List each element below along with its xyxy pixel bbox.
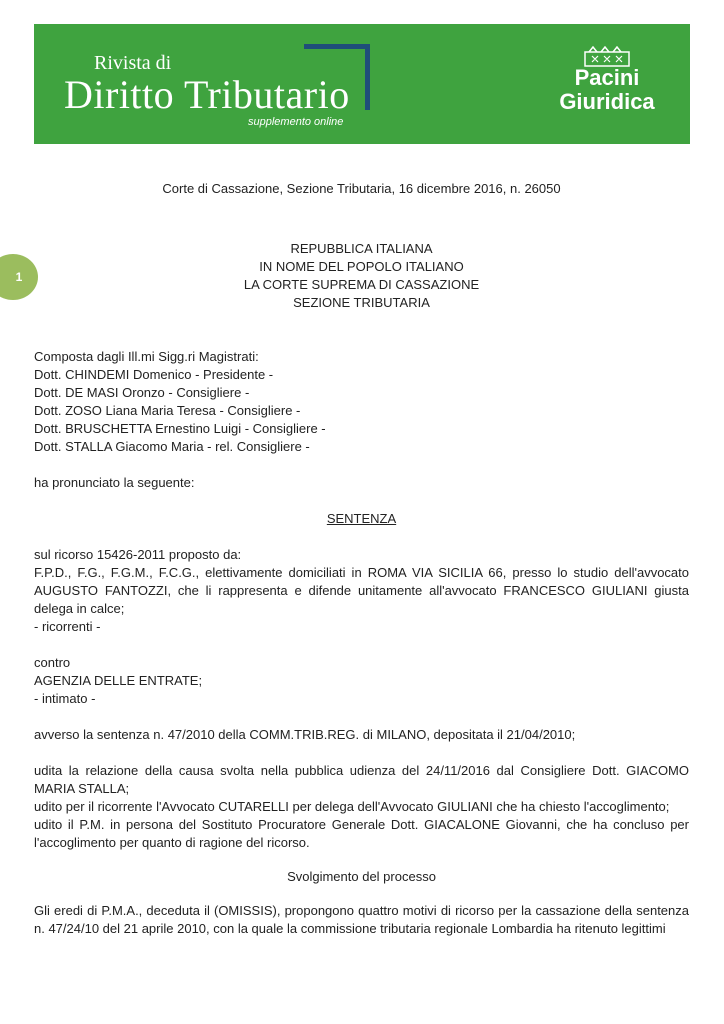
svolgimento-heading: Svolgimento del processo [287, 869, 436, 884]
page-number-badge: 1 [0, 254, 38, 300]
avverso-line: avverso la sentenza n. 47/2010 della COMM.TRIB.REG. di MILANO, depositata il 21/04/2010; [34, 727, 576, 742]
republic-line: REPUBBLICA ITALIANA [290, 241, 433, 256]
udita-relazione: udita la relazione della causa svolta nella pubblica udienza del 24/11/2016 dal Consigliere Dott. GIACOMO MARIA STALLA; [34, 763, 689, 796]
republic-line: SEZIONE TRIBUTARIA [293, 295, 430, 310]
journal-title: Diritto Tributario [64, 72, 350, 117]
composed-intro: Composta dagli Ill.mi Sigg.ri Magistrati: [34, 349, 259, 364]
supplement-label: supplemento online [248, 116, 344, 128]
document-title: Corte di Cassazione, Sezione Tributaria, 16 dicembre 2016, n. 26050 [162, 181, 561, 196]
udito-ricorrente: udito per il ricorrente l'Avvocato CUTARELLI per delega dell'Avvocato GIULIANI che ha chiesto l'accoglimento; [34, 799, 670, 814]
judge-line: Dott. BRUSCHETTA Ernestino Luigi - Consigliere - [34, 421, 326, 436]
republic-line: IN NOME DEL POPOLO ITALIANO [259, 259, 464, 274]
ricorso-intro: sul ricorso 15426-2011 proposto da: [34, 547, 242, 562]
document-body [34, 180, 689, 938]
pronounced-line: ha pronunciato la seguente: [34, 475, 195, 490]
judge-line: Dott. DE MASI Oronzo - Consigliere - [34, 385, 250, 400]
publisher-name-line2: Giuridica [559, 89, 655, 114]
ricorrenti-label: - ricorrenti - [34, 619, 101, 634]
republic-line: LA CORTE SUPREMA DI CASSAZIONE [243, 277, 480, 292]
publisher-name-line1: Pacini [574, 65, 640, 90]
judge-line: Dott. STALLA Giacomo Maria - rel. Consigliere - [34, 439, 310, 454]
publisher-logo [552, 46, 662, 126]
judge-line: Dott. ZOSO Liana Maria Teresa - Consigliere - [34, 403, 301, 418]
journal-header-banner [34, 24, 690, 144]
judge-line: Dott. CHINDEMI Domenico - Presidente - [34, 367, 274, 382]
ricorso-body: F.P.D., F.G., F.G.M., F.C.G., elettivamente domiciliati in ROMA VIA SICILIA 66, presso lo studio dell'avvocato AUGUSTO FANTOZZI, che li rappresenta e difende unitamente all'avvocato FRANCESCO GIULIANI giusta delega in calce; [34, 565, 689, 616]
journal-subtitle: Rivista di [94, 52, 172, 74]
udito-pm: udito il P.M. in persona del Sostituto Procuratore Generale Dott. GIACALONE Giovanni, che ha concluso per l'accoglimento per quanto di ragione del ricorso. [34, 817, 689, 850]
svolgimento-body: Gli eredi di P.M.A., deceduta il (OMISSIS), propongono quattro motivi di ricorso per la cassazione della sentenza n. 47/24/10 del 21 aprile 2010, con la quale la commissione tributaria regionale Lombardia ha ritenuto legittimi [34, 903, 689, 936]
republic-heading [34, 240, 689, 312]
agenzia-line: AGENZIA DELLE ENTRATE; [34, 673, 203, 688]
intimato-label: - intimato - [34, 691, 96, 706]
contro-label: contro [34, 655, 71, 670]
sentenza-heading: SENTENZA [326, 511, 397, 526]
